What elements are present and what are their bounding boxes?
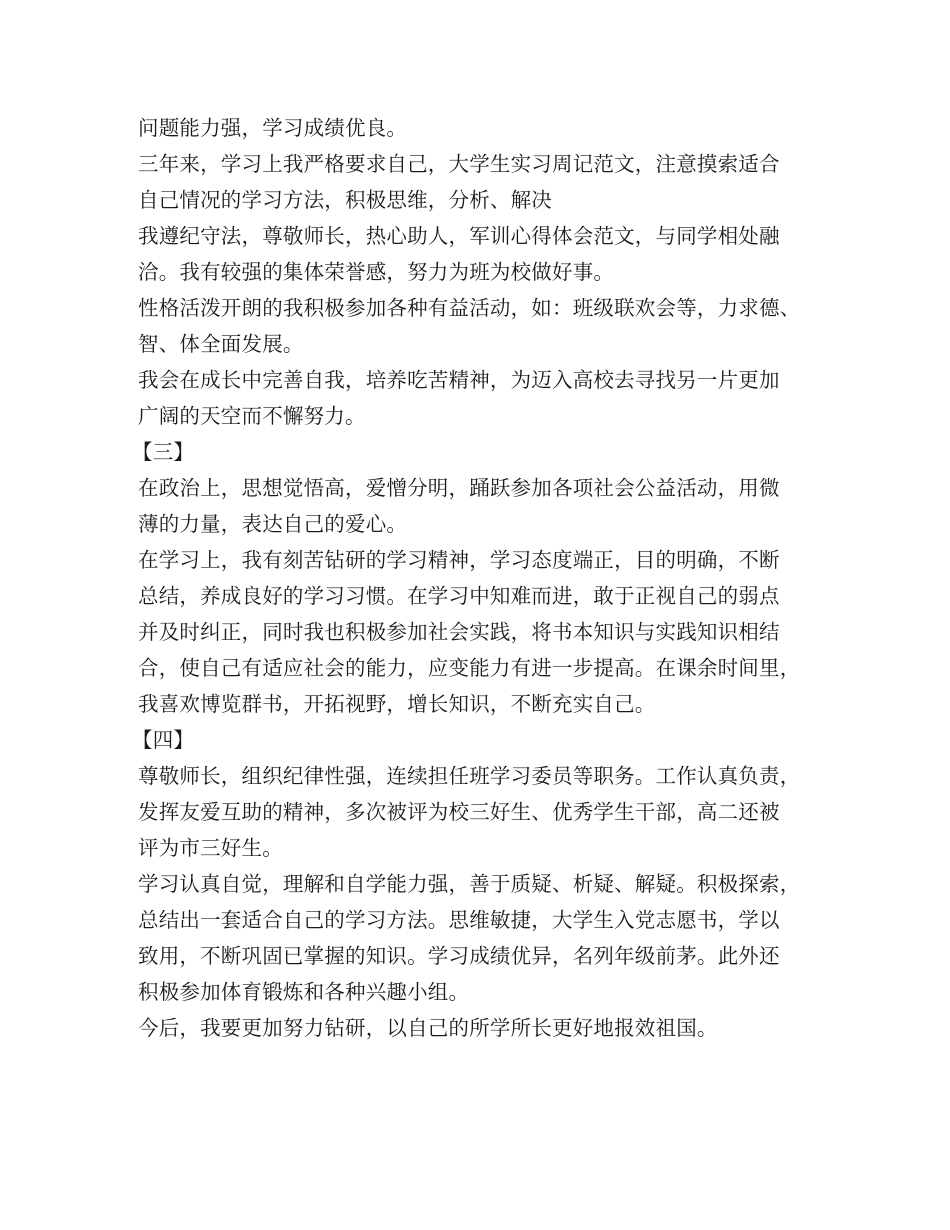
text-line: 问题能力强，学习成绩优良。 (138, 116, 408, 140)
text-line: 尊敬师长，组织纪律性强，连续担任班学习委员等职务。工作认真负责， (138, 764, 801, 788)
text-line: 今后，我要更加努力钻研，以自己的所学所长更好地报效祖国。 (138, 1016, 718, 1040)
text-line: 致用，不断巩固已掌握的知识。学习成绩优异，名列年级前茅。此外还 (138, 944, 780, 968)
text-line: 在政治上，思想觉悟高，爱憎分明，踊跃参加各项社会公益活动，用微 (138, 476, 780, 500)
text-line: 广阔的天空而不懈努力。 (138, 404, 366, 428)
text-line: 我喜欢博览群书，开拓视野，增长知识，不断充实自己。 (138, 692, 656, 716)
text-line: 洽。我有较强的集体荣誉感，努力为班为校做好事。 (138, 260, 615, 284)
text-line: 发挥友爱互助的精神，多次被评为校三好生、优秀学生干部，高二还被 (138, 800, 780, 824)
section-heading-three: 【三】 (132, 440, 195, 464)
text-line: 总结，养成良好的学习习惯。在学习中知难而进，敢于正视自己的弱点 (138, 584, 780, 608)
text-line: 学习认真自觉，理解和自学能力强，善于质疑、析疑、解疑。积极探索， (138, 872, 801, 896)
document-body (132, 110, 828, 1046)
section-heading-four: 【四】 (132, 728, 195, 752)
text-line: 智、体全面发展。 (138, 332, 304, 356)
text-line: 评为市三好生。 (138, 836, 283, 860)
text-line: 在学习上，我有刻苦钻研的学习精神，学习态度端正，目的明确，不断 (138, 548, 780, 572)
text-line: 我会在成长中完善自我，培养吃苦精神，为迈入高校去寻找另一片更加 (138, 368, 780, 392)
text-line: 性格活泼开朗的我积极参加各种有益活动，如：班级联欢会等，力求德、 (138, 296, 801, 320)
text-line: 我遵纪守法，尊敬师长，热心助人，军训心得体会范文，与同学相处融 (138, 224, 780, 248)
text-line: 总结出一套适合自己的学习方法。思维敏捷，大学生入党志愿书，学以 (138, 908, 780, 932)
text-line: 薄的力量，表达自己的爱心。 (138, 512, 408, 536)
text-line: 自己情况的学习方法，积极思维，分析、解决 (138, 188, 552, 212)
text-line: 三年来，学习上我严格要求自己，大学生实习周记范文，注意摸索适合 (138, 152, 780, 176)
text-line: 积极参加体育锻炼和各种兴趣小组。 (138, 980, 470, 1004)
text-line: 合，使自己有适应社会的能力，应变能力有进一步提高。在课余时间里， (138, 656, 801, 680)
text-line: 并及时纠正，同时我也积极参加社会实践，将书本知识与实践知识相结 (138, 620, 780, 644)
